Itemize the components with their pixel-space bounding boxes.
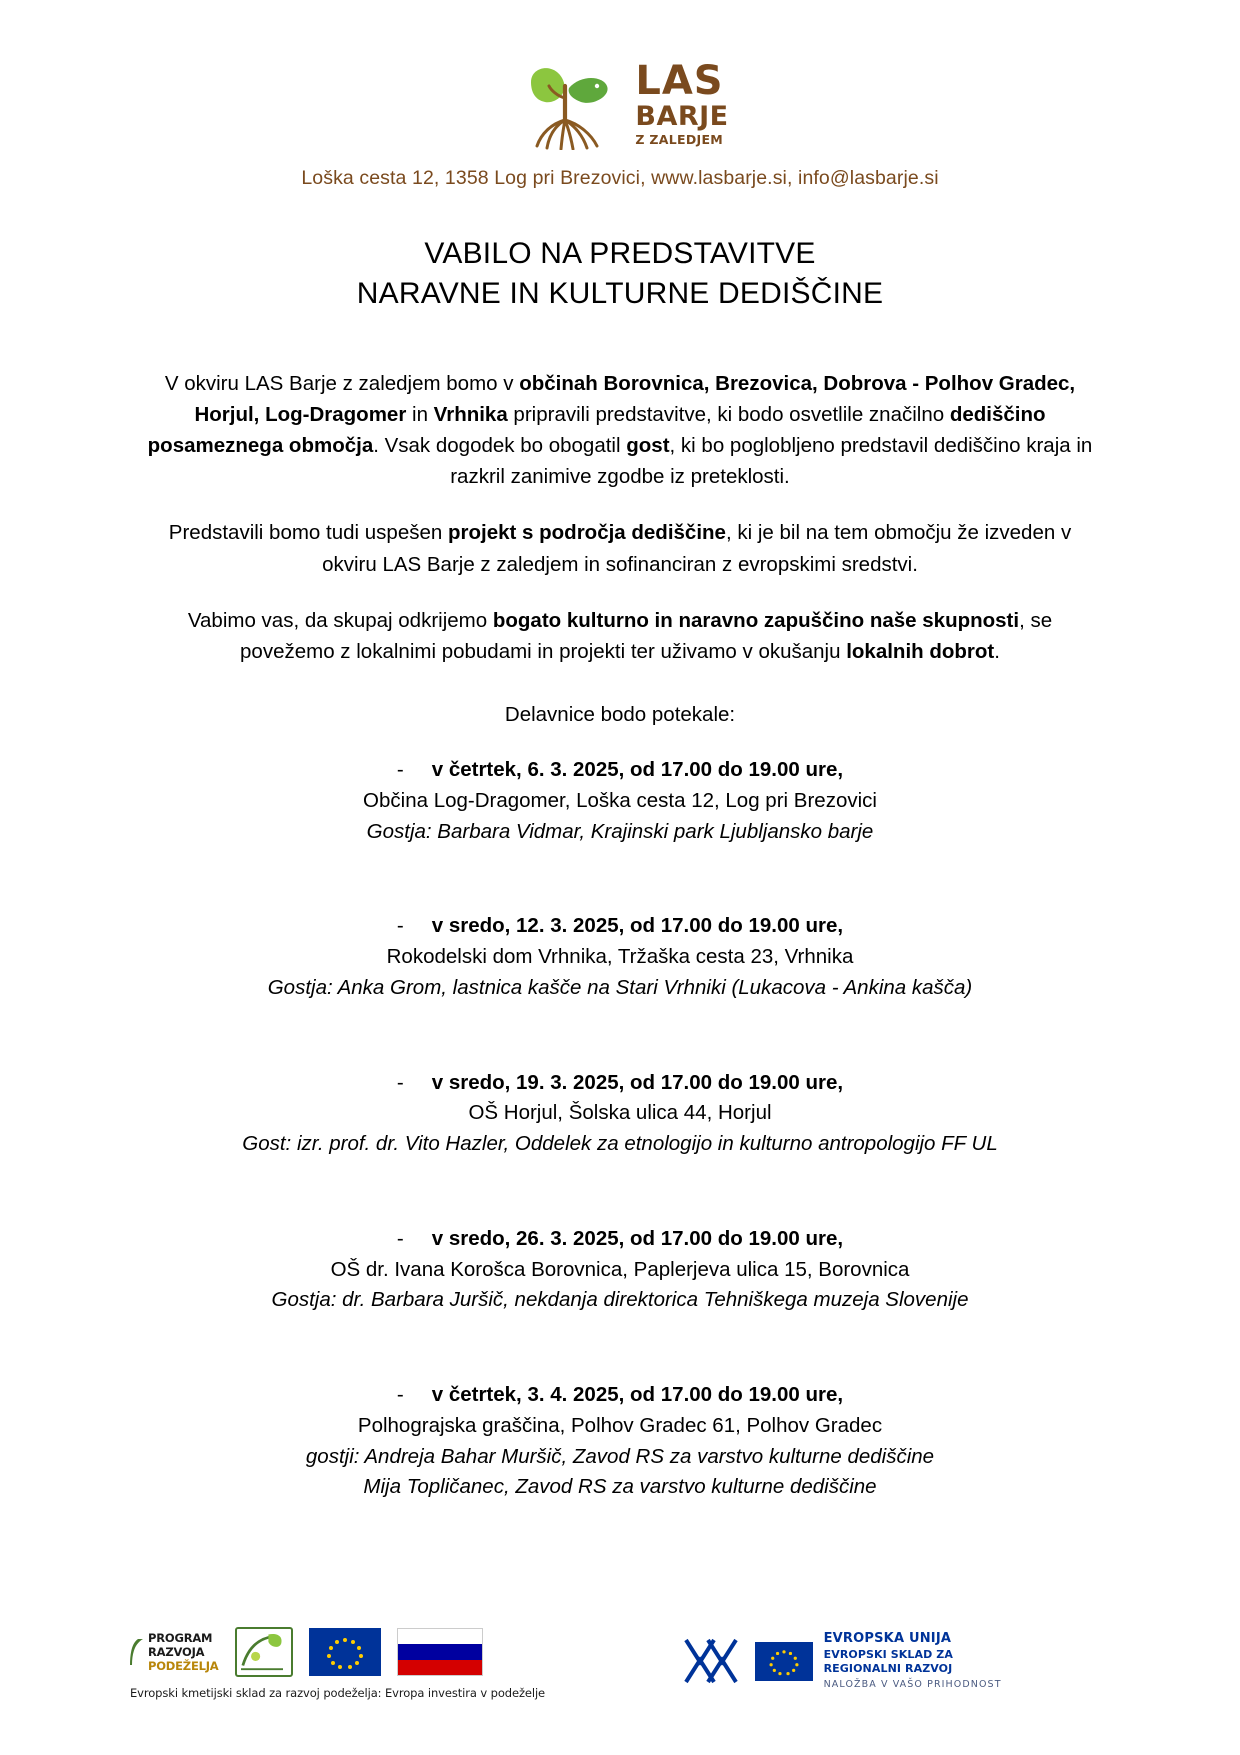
logo-line-zaledjem: Z ZALEDJEM [635, 132, 724, 148]
paragraph-1 [145, 368, 1095, 493]
title-line-1: VABILO NA PREDSTAVITVE [424, 237, 816, 270]
workshops-intro: Delavnice bodo potekale: [504, 703, 736, 727]
prp-line-2: RAZVOJA [148, 1644, 205, 1659]
p3-bold-local-goods: lokalnih dobrot [846, 639, 995, 663]
workshop-guest: Gost: izr. prof. dr. Vito Hazler, Oddelek za etnologijo in kulturno antropologijo FF UL [242, 1132, 998, 1156]
p3-bold-legacy: bogato kulturno in naravno zapuščino naše skupnosti [492, 608, 1020, 632]
workshop-date-text: v sredo, 12. 3. 2025, od 17.00 do 19.00 ure, [431, 914, 844, 938]
workshop-bullet: - [396, 1383, 404, 1407]
workshop-venue: Polhograjska graščina, Polhov Gradec 61, Polhov Gradec [357, 1413, 883, 1437]
page-title [145, 234, 1095, 314]
workshop-bullet: - [396, 1070, 404, 1094]
eu-text-line-3: REGIONALNI RAZVOJ [823, 1662, 953, 1676]
workshop-date [145, 755, 1095, 786]
footer-caption: Evropski kmetijski sklad za razvoj podeželja: Evropa investira v podeželje [130, 1686, 546, 1700]
p1-bold-guest: gost [626, 434, 670, 458]
workshop-date-text: v četrtek, 3. 4. 2025, od 17.00 do 19.00 ure, [431, 1383, 844, 1407]
p2-bold-project: projekt s področja dediščine [447, 521, 726, 545]
sprouting-plant-with-roots-icon [511, 58, 629, 150]
p2-text-2: , ki je bil na tem območju že izveden v okviru LAS Barje z zaledjem in sofinanciran z evropskimi sredstvi. [322, 521, 1072, 576]
p3-text-3: . [994, 639, 1000, 663]
p1-bold-heritage: dediščino posameznega območja [147, 402, 1046, 458]
workshop-date [145, 1380, 1095, 1411]
eu-esrr-logo [755, 1631, 1002, 1692]
logo-wordmark [635, 58, 729, 148]
p1-text-1: V okviru LAS Barje z zaledjem bomo v [164, 371, 520, 395]
workshop-date [145, 1224, 1095, 1255]
p1-text-3: pripravili predstavitve, ki bodo osvetlile značilno [507, 402, 950, 426]
footer-funding-logos [0, 1627, 1240, 1700]
workshop-item [145, 1380, 1095, 1503]
arrow-icon [130, 1637, 144, 1667]
title-line-2: NARAVNE IN KULTURNE DEDIŠČINE [356, 276, 884, 310]
flag-band-blue [398, 1644, 482, 1659]
leader-logo [235, 1627, 293, 1677]
p3-text-1: Vabimo vas, da skupaj odkrijemo [187, 608, 493, 632]
eu-esrr-text [824, 1631, 1002, 1692]
flag-band-red [398, 1660, 482, 1675]
workshop-date-text: v sredo, 26. 3. 2025, od 17.00 do 19.00 ure, [431, 1226, 844, 1250]
las-barje-logo [145, 0, 1095, 150]
footer-logo-row [130, 1627, 640, 1677]
workshop-venue: OŠ dr. Ivana Korošca Borovnica, Paplerjeva ulica 15, Borovnica [330, 1257, 910, 1281]
european-union-flag-small [755, 1642, 813, 1681]
workshop-item [145, 1068, 1095, 1160]
workshop-bullet: - [396, 758, 404, 782]
workshop-date [145, 1068, 1095, 1099]
p1-bold-municipalities: občinah Borovnica, Brezovica, Dobrova - Polhov Gradec, Horjul, Log-Dragomer [194, 371, 1076, 426]
esrr-emblem-icon [680, 1632, 742, 1690]
workshop-venue: OŠ Horjul, Šolska ulica 44, Horjul [468, 1101, 772, 1125]
invitation-body [145, 368, 1095, 667]
workshops-list [145, 755, 1095, 1503]
footer-left-group [130, 1627, 640, 1700]
program-razvoja-podezelja-logo [130, 1631, 219, 1673]
workshop-guest-secondary: Mija Topličanec, Zavod RS za varstvo kulturne dediščine [363, 1475, 877, 1499]
prp-line-1: PROGRAM [148, 1630, 213, 1645]
eu-text-line-1: EVROPSKA UNIJA [823, 1631, 952, 1646]
workshop-date-text: v sredo, 19. 3. 2025, od 17.00 do 19.00 ure, [431, 1070, 844, 1094]
p1-text-5: , ki bo poglobljeno predstavil dediščino kraja in razkril zanimive zgodbe iz preteklosti. [450, 434, 1093, 489]
organization-address: Loška cesta 12, 1358 Log pri Brezovici, www.lasbarje.si, info@lasbarje.si [301, 167, 939, 189]
paragraph-2 [145, 517, 1095, 579]
workshop-bullet: - [396, 914, 404, 938]
workshop-item [145, 755, 1095, 847]
workshop-date [145, 911, 1095, 942]
workshop-item [145, 1224, 1095, 1316]
logo-line-las: LAS [635, 58, 724, 105]
eu-text-line-2: EVROPSKI SKLAD ZA [823, 1647, 953, 1661]
workshop-item [145, 911, 1095, 1003]
footer-right-group [680, 1631, 1002, 1692]
p2-text-1: Predstavili bomo tudi uspešen [168, 521, 448, 545]
logo-line-barje: BARJE [635, 101, 729, 133]
workshop-date-text: v četrtek, 6. 3. 2025, od 17.00 do 19.00 ure, [431, 758, 844, 782]
workshop-guest: Gostja: Anka Grom, lastnica kašče na Stari Vrhniki (Lukacova - Ankina kašča) [267, 975, 973, 999]
p1-bold-vrhnika: Vrhnika [433, 402, 508, 426]
workshop-venue: Občina Log-Dragomer, Loška cesta 12, Log pri Brezovici [363, 788, 877, 812]
slovenia-flag [397, 1628, 483, 1676]
european-union-flag [309, 1628, 381, 1676]
workshop-bullet: - [396, 1226, 404, 1250]
eu-text-line-4: NALOŽBA V VAŠO PRIHODNOST [823, 1679, 1002, 1691]
workshop-guest: Gostja: dr. Barbara Juršič, nekdanja direktorica Tehniškega muzeja Slovenije [271, 1288, 969, 1312]
p1-text-2: in [406, 402, 434, 426]
p3-text-2: , se povežemo z lokalnimi pobudami in projekti ter uživamo v okušanju [240, 608, 1053, 663]
p1-text-4: . Vsak dogodek bo obogatil [373, 434, 627, 458]
workshop-venue: Rokodelski dom Vrhnika, Tržaška cesta 23, Vrhnika [386, 945, 854, 969]
prp-wordmark [148, 1631, 219, 1673]
paragraph-3 [145, 605, 1095, 667]
workshop-guest: Gostja: Barbara Vidmar, Krajinski park Ljubljansko barje [366, 819, 874, 843]
prp-line-3: PODEŽELJA [148, 1659, 219, 1673]
workshop-guest: gostji: Andreja Bahar Muršič, Zavod RS za varstvo kulturne dediščine [305, 1444, 935, 1468]
